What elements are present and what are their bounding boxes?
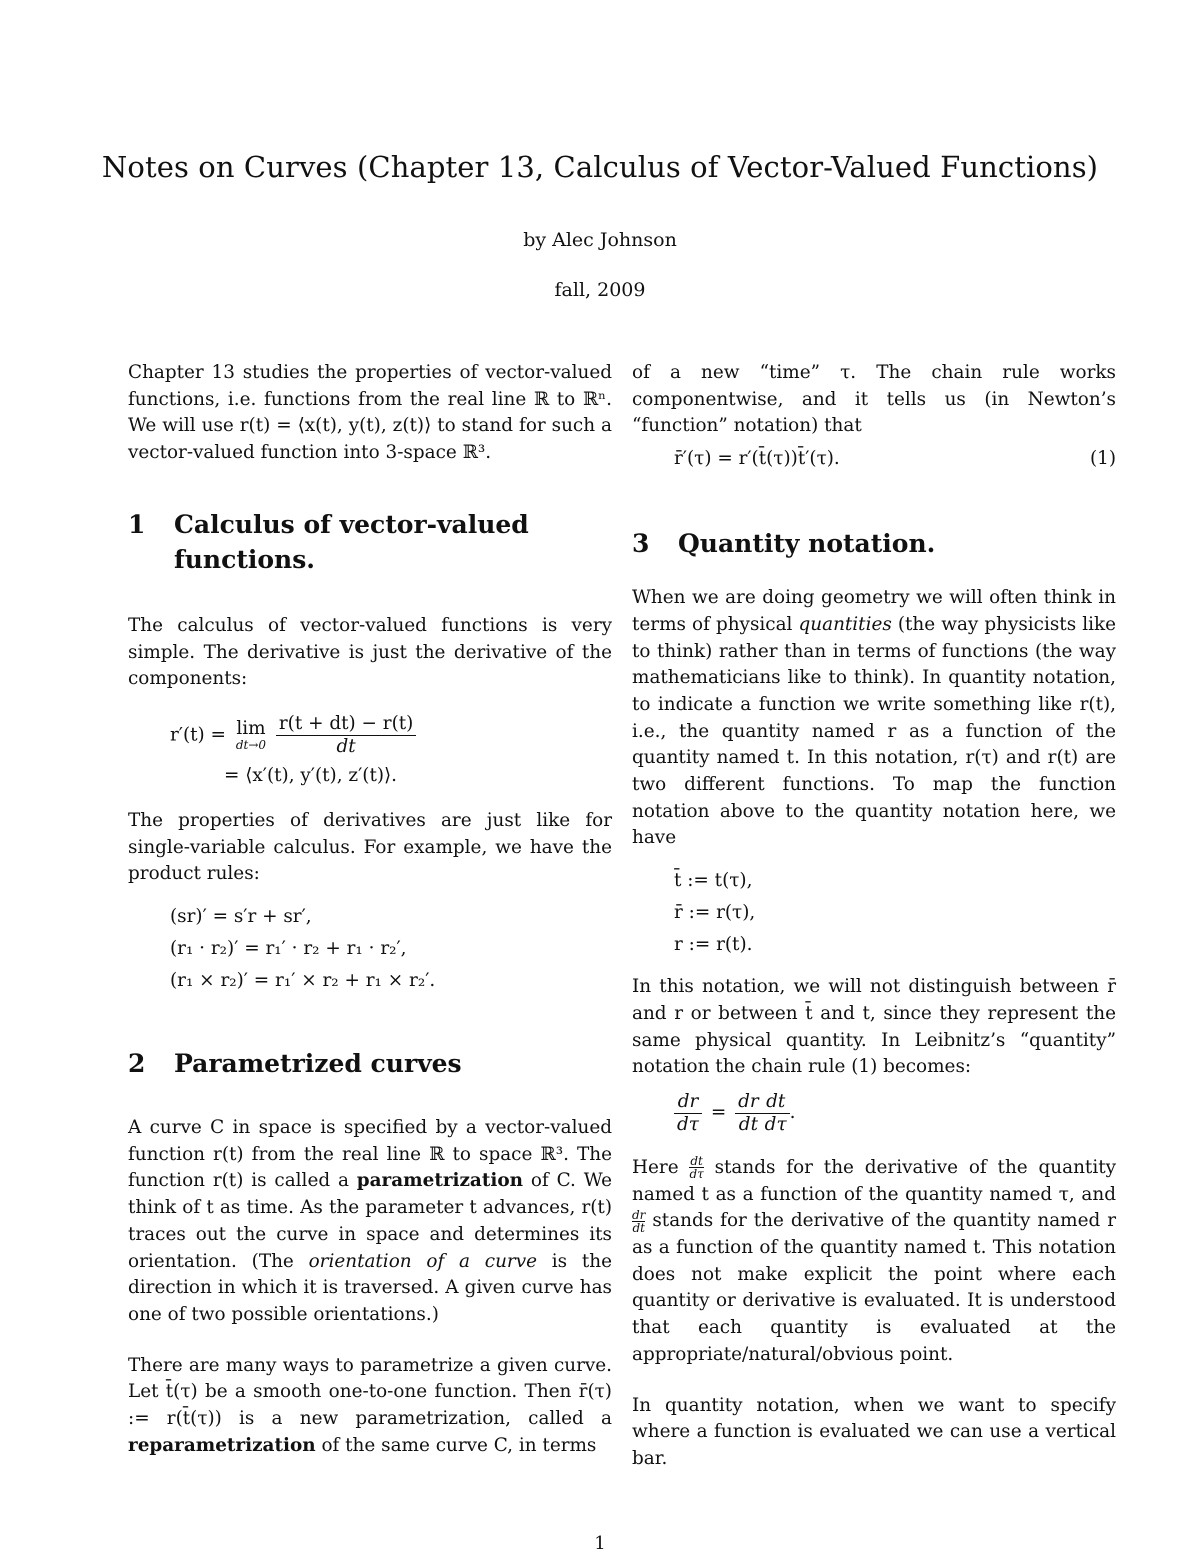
section-3-paragraph-3: Here $\frac{dt}{d\tau}$ stands for the derivative of the quantity named t as a function of the quantity named τ, and $\frac{dr}{dt}$ stands for the derivative of the quantity named r as a function of the quantity named t. This notation does not make explicit the point where each quantity or derivative is evaluated. It is understood that each quantity is evaluated at the appropriate/natural/obvious point. [632, 1154, 1116, 1365]
definition-2: r̄ := r(τ), [674, 902, 756, 924]
product-rule-3: (r₁ × r₂)′ = r₁′ × r₂ + r₁ × r₂′. [170, 970, 436, 992]
section-1-paragraph-1: The calculus of vector-valued functions is very simple. The derivative is just the derivative of the components: [128, 614, 612, 690]
fraction-dr-dt: $\frac{dr}{dt}$ [735, 1091, 762, 1136]
equation-1-number: (1) [1089, 448, 1116, 470]
equation-1 [632, 440, 1116, 482]
leibniz-chain-rule: $\frac{dr}{d\tau}$ = $\frac{dr}{dt}$ $\frac{dt}{d\tau}$ . [632, 1081, 1116, 1155]
product-rules [128, 888, 612, 998]
derivative-equation [128, 693, 612, 798]
limit-operator: lim dt→0 [235, 718, 267, 753]
product-rule-2: (r₁ · r₂)′ = r₁′ · r₂ + r₁ · r₂′, [170, 938, 407, 960]
difference-quotient: $\frac{r(t + dt) - r(t)}{dt}$ [276, 713, 416, 758]
section-title: Quantity notation. [678, 529, 936, 559]
section-1-heading [128, 507, 612, 577]
notation-definitions [632, 852, 1116, 962]
section-number: 2 [128, 1049, 146, 1079]
section-2-paragraph-1: A curve C in space is specified by a vector-valued function r(t) from the real line ℝ to space ℝ³. The function r(t) is called a parametrization of C. We think of t as time. As the parameter t advances, r(t) traces out the curve in space and determines its orientation. (The orientation of a curve is the direction in which it is traversed. A given curve has one of two possible orientations.) [128, 1117, 612, 1325]
section-1-paragraph-2: The properties of derivatives are just like for single-variable calculus. For example, we have the product rules: [128, 809, 612, 885]
right-column [632, 360, 1116, 1473]
fraction-dt-dtau: $\frac{dt}{d\tau}$ [762, 1091, 790, 1136]
intro-paragraph: Chapter 13 studies the properties of vector-valued functions, i.e. functions from the real line ℝ to ℝⁿ. We will use r(t) = ⟨x(t), y(t), z(t)⟩ to stand for such a vector-valued function into 3-space ℝ³. [128, 362, 612, 464]
eq-lhs: r′(t) = [170, 724, 226, 746]
section-number: 3 [632, 529, 650, 559]
fraction-dr-dtau: $\frac{dr}{d\tau}$ [674, 1091, 702, 1136]
section-2-heading [128, 1046, 612, 1081]
definition-3: r := r(t). [674, 934, 753, 956]
section-3-paragraph-1: When we are doing geometry we will often think in terms of physical quantities (the way physicists like to think) rather than in terms of functions (the way mathematicians like to think). In quantity notation, to indicate a function we write something like r(t), i.e., the quantity named r as a function of the quantity named t. In this notation, r(τ) and r(t) are two different functions. To map the function notation above to the quantity notation here, we have [632, 587, 1116, 849]
page-number: 1 [594, 1533, 606, 1554]
inline-fraction-dr-dt: $\frac{dr}{dt}$ [632, 1207, 646, 1235]
product-rule-1: (sr)′ = s′r + sr′, [170, 906, 312, 928]
definition-1: t̄ := t(τ), [674, 870, 753, 892]
page-title: Notes on Curves (Chapter 13, Calculus of Vector-Valued Functions) [101, 150, 1099, 184]
equation-1-body: r̄′(τ) = r′(t̄(τ))t̄′(τ). [674, 448, 840, 470]
section-3-paragraph-2: In this notation, we will not distinguish between r̄ and r or between t̄ and t, since they represent the same physical quantity. In Leibnitz’s “quantity” notation the chain rule (1) becomes: [632, 976, 1116, 1078]
eq-line-2: = ⟨x′(t), y′(t), z′(t)⟩. [224, 764, 398, 786]
inline-fraction-dt-dtau: $\frac{dt}{d\tau}$ [689, 1154, 704, 1182]
section-number: 1 [128, 509, 146, 539]
chain-rule-paragraph: of a new “time” τ. The chain rule works componentwise, and it tells us (in Newton’s “function” notation) that [632, 362, 1116, 437]
section-3-heading [632, 526, 1116, 561]
date-line: fall, 2009 [554, 279, 646, 301]
left-column [128, 360, 612, 1459]
section-3-paragraph-4: In quantity notation, when we want to specify where a function is evaluated we can use a vertical bar. [632, 1394, 1116, 1469]
section-title: Calculus of vector-valued functions. [174, 509, 529, 574]
section-title: Parametrized curves [174, 1049, 462, 1079]
author-line: by Alec Johnson [523, 229, 677, 251]
section-2-paragraph-2: There are many ways to parametrize a given curve. Let t̄(τ) be a smooth one-to-one function. Then r̄(τ) := r(t̄(τ)) is a new parametrization, called a reparametrization of the same curve C, in terms [128, 1354, 612, 1456]
